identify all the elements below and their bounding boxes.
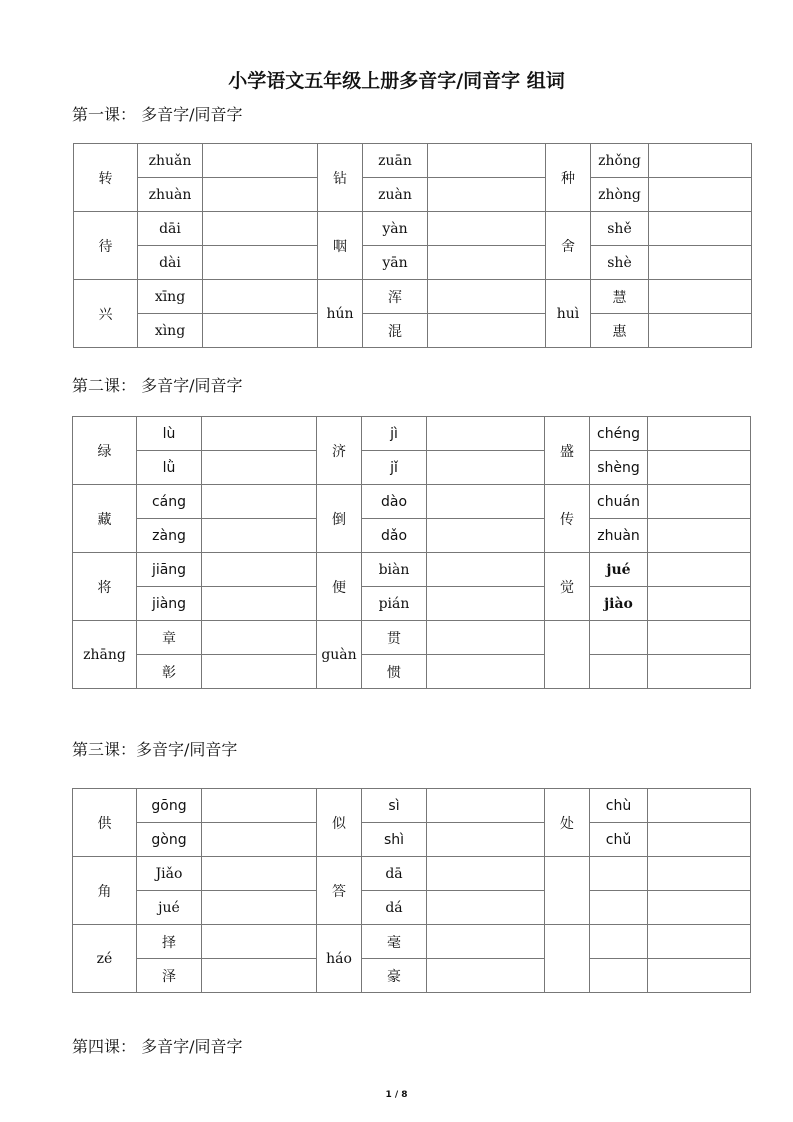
reading-cell: jì	[362, 417, 427, 451]
answer-cell[interactable]	[648, 789, 751, 823]
reading-cell: 惯	[362, 655, 427, 689]
reading-cell: chǔ	[590, 823, 648, 857]
answer-cell[interactable]	[648, 857, 751, 891]
answer-cell[interactable]	[649, 280, 752, 314]
answer-cell[interactable]	[648, 553, 751, 587]
head-cell: zhāng	[73, 621, 137, 689]
reading-cell: zhuàn	[138, 178, 203, 212]
reading-cell: xīng	[138, 280, 203, 314]
answer-cell[interactable]	[649, 178, 752, 212]
answer-cell[interactable]	[428, 280, 546, 314]
lesson-1-table	[73, 143, 752, 348]
head-cell: 传	[545, 485, 590, 553]
answer-cell[interactable]	[202, 451, 317, 485]
head-cell: 转	[74, 144, 138, 212]
head-cell: 盛	[545, 417, 590, 485]
head-cell: háo	[317, 925, 362, 993]
table-row	[73, 553, 751, 587]
reading-cell: shè	[591, 246, 649, 280]
answer-cell[interactable]	[203, 212, 318, 246]
table-row	[73, 519, 751, 553]
reading-cell: biàn	[362, 553, 427, 587]
reading-cell: chuán	[590, 485, 648, 519]
head-cell: 藏	[73, 485, 137, 553]
answer-cell[interactable]	[203, 178, 318, 212]
answer-cell[interactable]	[202, 655, 317, 689]
answer-cell[interactable]	[428, 246, 546, 280]
answer-cell[interactable]	[203, 144, 318, 178]
head-cell: 将	[73, 553, 137, 621]
table-row	[73, 417, 751, 451]
head-cell	[545, 621, 590, 689]
reading-cell: yān	[363, 246, 428, 280]
reading-cell	[590, 857, 648, 891]
head-cell: hún	[318, 280, 363, 348]
reading-cell: shě	[591, 212, 649, 246]
answer-cell[interactable]	[202, 485, 317, 519]
answer-cell[interactable]	[427, 655, 545, 689]
answer-cell[interactable]	[648, 485, 751, 519]
page-title: 小学语文五年级上册多音字/同音字 组词	[228, 70, 565, 92]
answer-cell[interactable]	[648, 959, 751, 993]
answer-cell[interactable]	[203, 280, 318, 314]
reading-cell: 贯	[362, 621, 427, 655]
reading-cell: 择	[137, 925, 202, 959]
head-cell: 答	[317, 857, 362, 925]
reading-cell: dá	[362, 891, 427, 925]
answer-cell[interactable]	[649, 144, 752, 178]
reading-cell: 慧	[591, 280, 649, 314]
reading-cell: jiāng	[137, 553, 202, 587]
head-cell: 钻	[318, 144, 363, 212]
answer-cell[interactable]	[202, 789, 317, 823]
reading-cell	[590, 891, 648, 925]
answer-cell[interactable]	[427, 417, 545, 451]
reading-cell	[590, 925, 648, 959]
reading-cell: chéng	[590, 417, 648, 451]
reading-cell: sì	[362, 789, 427, 823]
reading-cell: 泽	[137, 959, 202, 993]
answer-cell[interactable]	[427, 959, 545, 993]
head-cell	[545, 925, 590, 993]
reading-cell: 惠	[591, 314, 649, 348]
lesson-3-heading: 第三课：多音字/同音字	[72, 740, 238, 759]
answer-cell[interactable]	[202, 519, 317, 553]
head-cell: 绿	[73, 417, 137, 485]
table-row	[74, 314, 752, 348]
answer-cell[interactable]	[202, 417, 317, 451]
head-cell: guàn	[317, 621, 362, 689]
table-row	[73, 621, 751, 655]
reading-cell: chù	[590, 789, 648, 823]
reading-cell: 混	[363, 314, 428, 348]
answer-cell[interactable]	[202, 925, 317, 959]
reading-cell: zàng	[137, 519, 202, 553]
table-row	[73, 655, 751, 689]
head-cell: 种	[546, 144, 591, 212]
table-row	[74, 246, 752, 280]
answer-cell[interactable]	[428, 144, 546, 178]
reading-cell: zhuàn	[590, 519, 648, 553]
reading-cell: dào	[362, 485, 427, 519]
reading-cell: dā	[362, 857, 427, 891]
table-row	[73, 925, 751, 959]
table-row	[73, 587, 751, 621]
table-row	[73, 891, 751, 925]
answer-cell[interactable]	[202, 587, 317, 621]
reading-cell	[590, 959, 648, 993]
reading-cell: jiào	[590, 587, 648, 621]
table-row	[73, 789, 751, 823]
answer-cell[interactable]	[428, 314, 546, 348]
answer-cell[interactable]	[649, 212, 752, 246]
head-cell: 倒	[317, 485, 362, 553]
reading-cell: pián	[362, 587, 427, 621]
head-cell	[545, 857, 590, 925]
lesson-1-heading: 第一课： 多音字/同音字	[72, 105, 243, 124]
answer-cell[interactable]	[427, 485, 545, 519]
reading-cell: jiàng	[137, 587, 202, 621]
answer-cell[interactable]	[648, 417, 751, 451]
reading-cell: jǐ	[362, 451, 427, 485]
answer-cell[interactable]	[427, 925, 545, 959]
lesson-4-heading: 第四课： 多音字/同音字	[72, 1037, 243, 1056]
reading-cell: shèng	[590, 451, 648, 485]
answer-cell[interactable]	[648, 655, 751, 689]
reading-cell: lǜ	[137, 451, 202, 485]
table-row	[74, 144, 752, 178]
table-row	[74, 212, 752, 246]
table-row	[73, 823, 751, 857]
reading-cell: zhòng	[591, 178, 649, 212]
head-cell: 角	[73, 857, 137, 925]
reading-cell: 毫	[362, 925, 427, 959]
reading-cell: 章	[137, 621, 202, 655]
answer-cell[interactable]	[427, 451, 545, 485]
answer-cell[interactable]	[202, 823, 317, 857]
reading-cell: dǎo	[362, 519, 427, 553]
page-number: 1 / 8	[385, 1090, 408, 1100]
head-cell: 咽	[318, 212, 363, 280]
table-row	[73, 485, 751, 519]
reading-cell: gòng	[137, 823, 202, 857]
table-row	[74, 178, 752, 212]
reading-cell: Jiǎo	[137, 857, 202, 891]
answer-cell[interactable]	[427, 621, 545, 655]
answer-cell[interactable]	[202, 891, 317, 925]
lesson-2-heading: 第二课： 多音字/同音字	[72, 376, 243, 395]
reading-cell: 浑	[363, 280, 428, 314]
answer-cell[interactable]	[648, 621, 751, 655]
reading-cell: dāi	[138, 212, 203, 246]
table-row	[73, 857, 751, 891]
reading-cell: 彰	[137, 655, 202, 689]
answer-cell[interactable]	[649, 246, 752, 280]
answer-cell[interactable]	[202, 857, 317, 891]
answer-cell[interactable]	[648, 519, 751, 553]
head-cell: zé	[73, 925, 137, 993]
table-row	[73, 451, 751, 485]
table-row	[73, 959, 751, 993]
reading-cell: jué	[137, 891, 202, 925]
reading-cell: zuān	[363, 144, 428, 178]
answer-cell[interactable]	[428, 212, 546, 246]
reading-cell	[590, 621, 648, 655]
answer-cell[interactable]	[648, 587, 751, 621]
answer-cell[interactable]	[427, 553, 545, 587]
reading-cell: shì	[362, 823, 427, 857]
reading-cell: xìng	[138, 314, 203, 348]
head-cell: 处	[545, 789, 590, 857]
answer-cell[interactable]	[427, 789, 545, 823]
answer-cell[interactable]	[203, 246, 318, 280]
head-cell: 济	[317, 417, 362, 485]
reading-cell: gōng	[137, 789, 202, 823]
head-cell: 待	[74, 212, 138, 280]
answer-cell[interactable]	[648, 823, 751, 857]
head-cell: 舍	[546, 212, 591, 280]
answer-cell[interactable]	[648, 891, 751, 925]
reading-cell: zhuǎn	[138, 144, 203, 178]
reading-cell: dài	[138, 246, 203, 280]
answer-cell[interactable]	[427, 519, 545, 553]
answer-cell[interactable]	[427, 891, 545, 925]
answer-cell[interactable]	[427, 857, 545, 891]
reading-cell: cáng	[137, 485, 202, 519]
head-cell: 觉	[545, 553, 590, 621]
answer-cell[interactable]	[203, 314, 318, 348]
reading-cell: lù	[137, 417, 202, 451]
head-cell: 似	[317, 789, 362, 857]
head-cell: huì	[546, 280, 591, 348]
answer-cell[interactable]	[648, 925, 751, 959]
head-cell: 供	[73, 789, 137, 857]
reading-cell: yàn	[363, 212, 428, 246]
answer-cell[interactable]	[427, 823, 545, 857]
answer-cell[interactable]	[202, 621, 317, 655]
reading-cell	[590, 655, 648, 689]
lesson-3-table	[72, 788, 751, 993]
answer-cell[interactable]	[648, 451, 751, 485]
reading-cell: 豪	[362, 959, 427, 993]
answer-cell[interactable]	[202, 553, 317, 587]
table-row	[74, 280, 752, 314]
reading-cell: zhǒng	[591, 144, 649, 178]
head-cell: 便	[317, 553, 362, 621]
lesson-2-table	[72, 416, 751, 689]
answer-cell[interactable]	[649, 314, 752, 348]
reading-cell: zuàn	[363, 178, 428, 212]
head-cell: 兴	[74, 280, 138, 348]
reading-cell: jué	[590, 553, 648, 587]
answer-cell[interactable]	[427, 587, 545, 621]
answer-cell[interactable]	[202, 959, 317, 993]
answer-cell[interactable]	[428, 178, 546, 212]
